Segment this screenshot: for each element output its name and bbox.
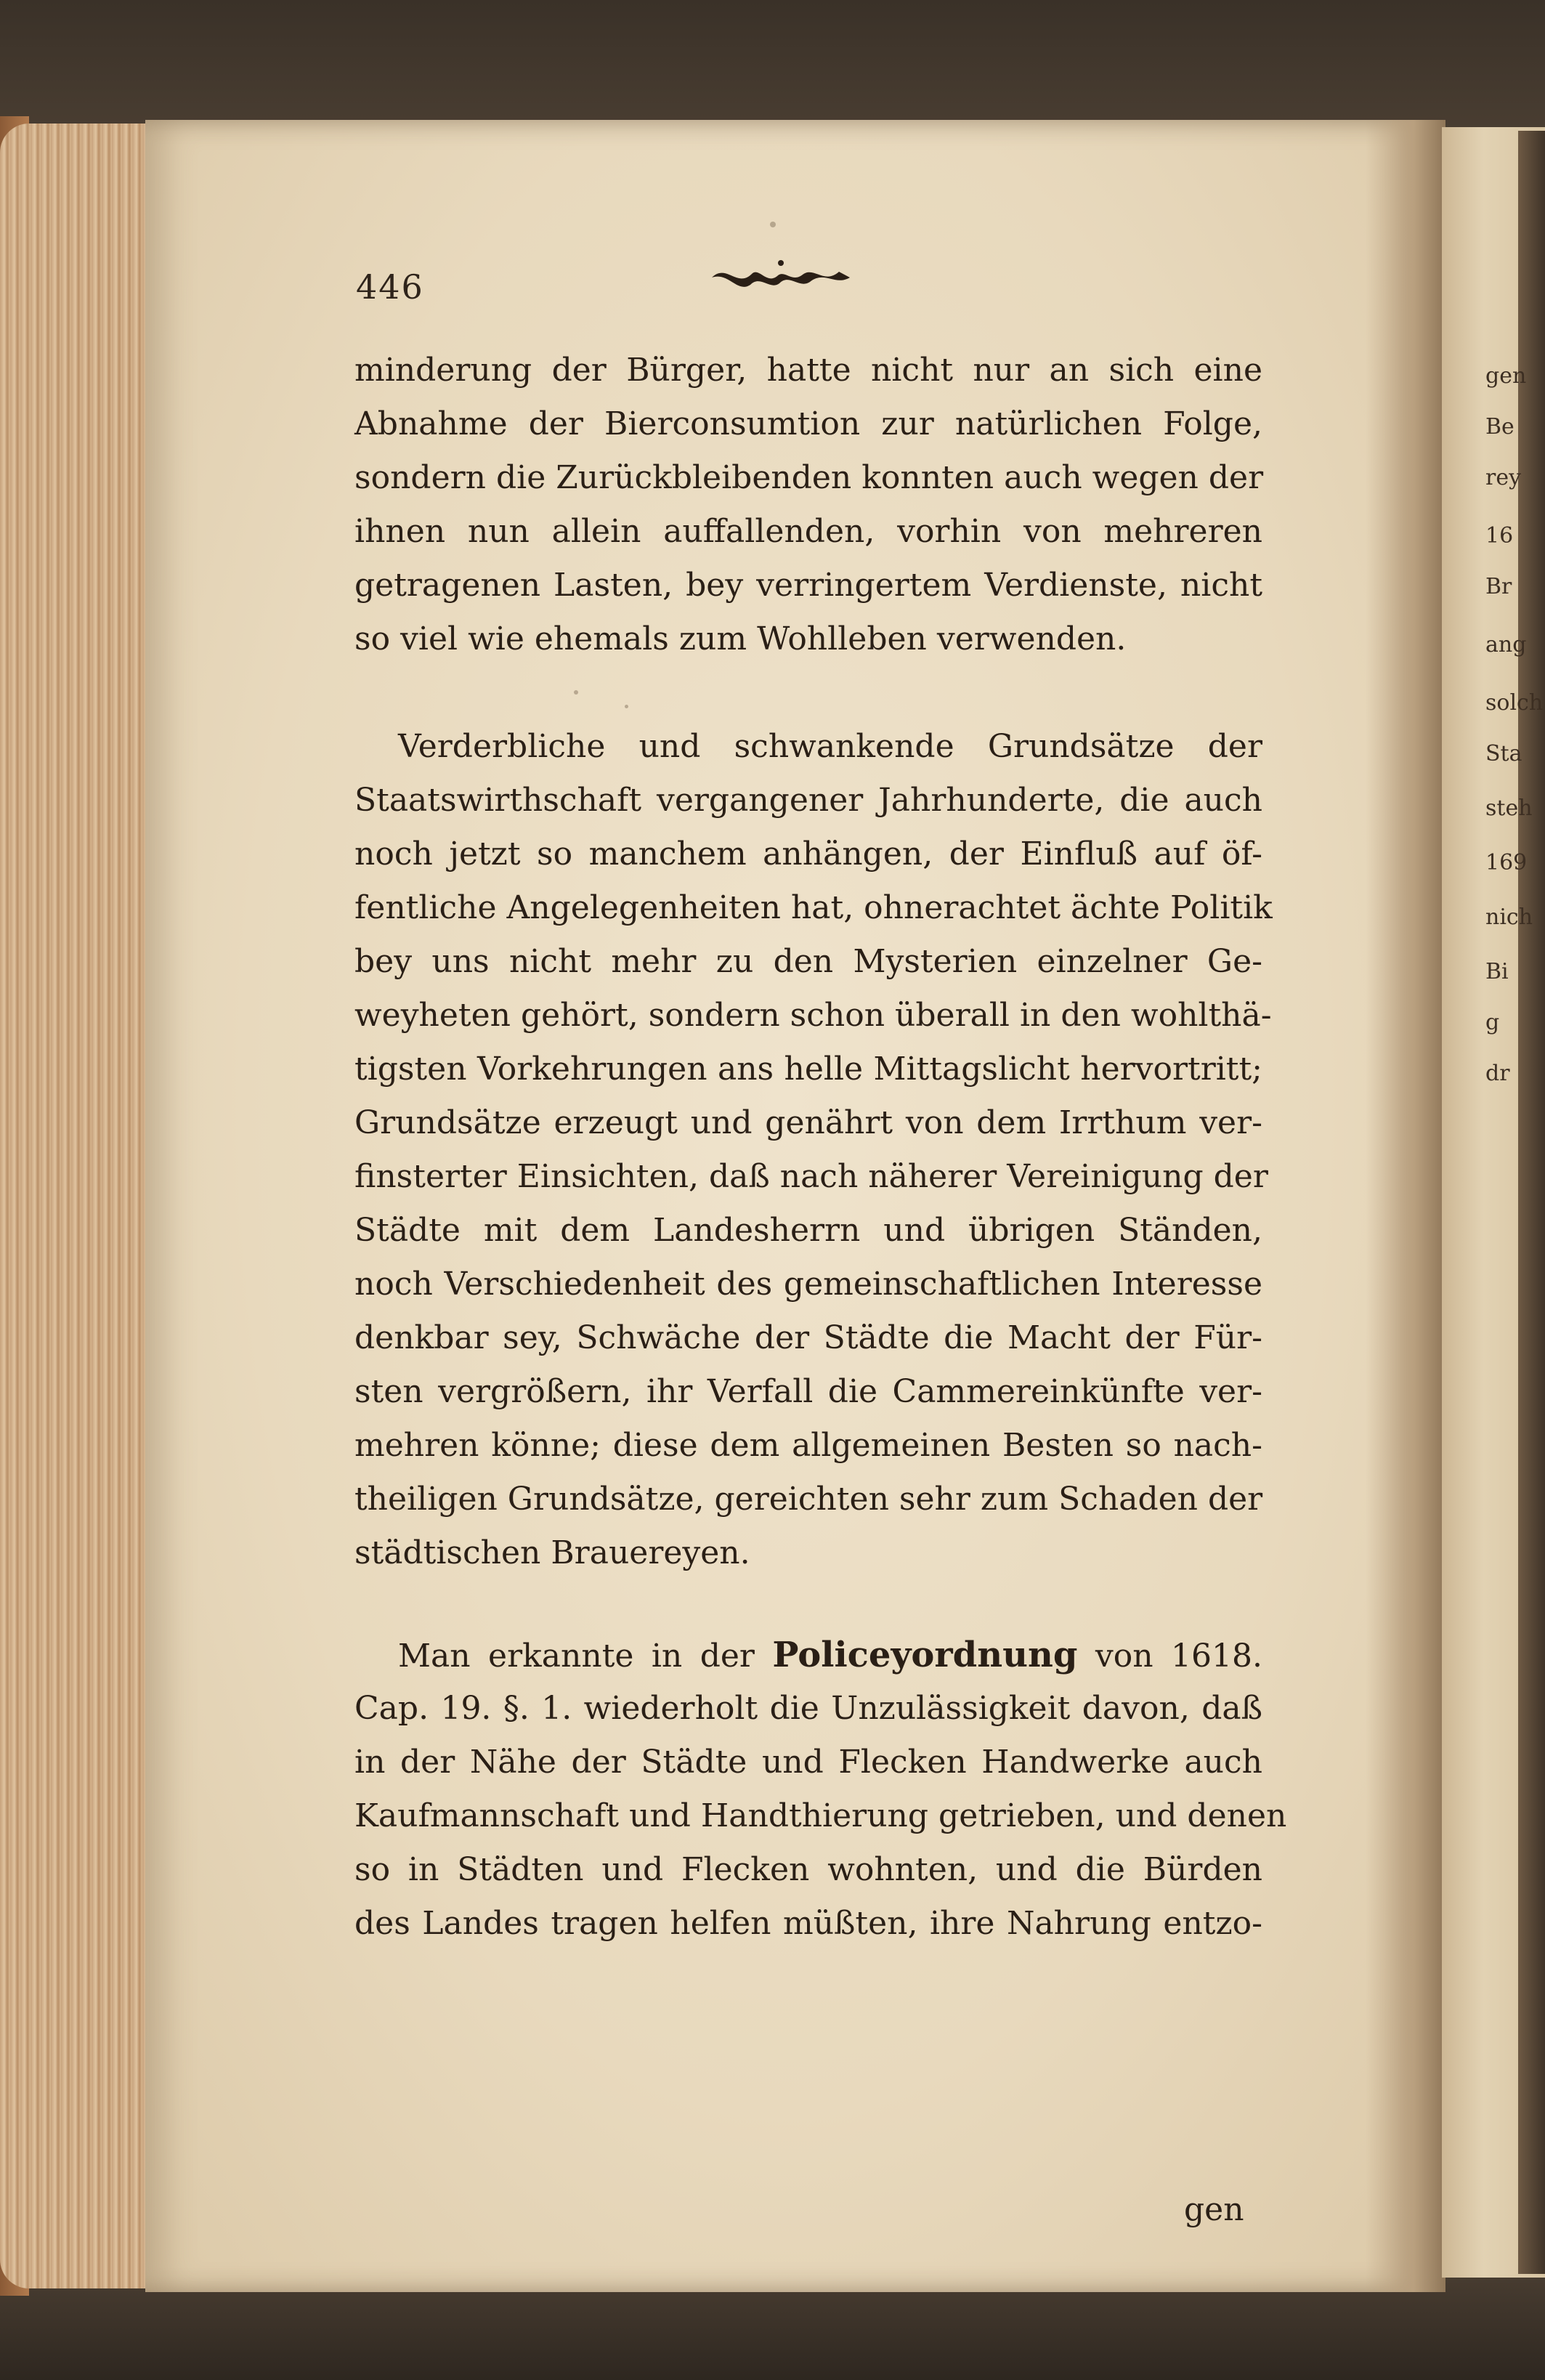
facing-page-fragment: Sta: [1485, 741, 1522, 766]
facing-page-fragment: dr: [1485, 1061, 1510, 1086]
text-line: minderung der Bürger, hatte nicht nur an sich eine: [354, 352, 1262, 389]
facing-page-fragment: solch: [1485, 690, 1544, 716]
decorative-vignette-icon: [708, 256, 853, 296]
facing-page-fragment: Be: [1485, 414, 1514, 440]
text-line: getragenen Lasten, bey verringertem Verdienste, nicht: [354, 567, 1262, 604]
text-line: städtischen Brauereyen.: [354, 1534, 750, 1571]
facing-page-fragment: gen: [1485, 363, 1527, 389]
text-line: Cap. 19. §. 1. wiederholt die Unzulässigkeit davon, daß: [354, 1690, 1262, 1727]
emphasized-title: Policeyordnung: [772, 1635, 1078, 1675]
left-page: [145, 120, 1424, 2292]
text-line: theiligen Grundsätze, gereichten sehr zum Schaden der: [354, 1481, 1263, 1518]
facing-page-fragment: nich: [1485, 904, 1533, 930]
text-line: noch jetzt so manchem anhängen, der Einfluß auf öf-: [354, 835, 1262, 873]
facing-page-fragment: 16: [1485, 523, 1514, 549]
page-stack-edge: [0, 124, 145, 2288]
text-line: des Landes tragen helfen müßten, ihre Nahrung entzo-: [354, 1905, 1262, 1942]
facing-page-fragment: steh: [1485, 796, 1533, 821]
text-line: sten vergrößern, ihr Verfall die Cammereinkünfte ver-: [354, 1373, 1262, 1410]
text-span: von 1618.: [1077, 1638, 1262, 1675]
text-line: fentliche Angelegenheiten hat, ohnerachtet ächte Politik: [354, 889, 1273, 926]
text-line: tigsten Vorkehrungen ans helle Mittagslicht hervortritt;: [354, 1051, 1262, 1088]
text-line: Abnahme der Bierconsumtion zur natürlichen Folge,: [354, 405, 1262, 442]
facing-page-fragment: Bi: [1485, 959, 1509, 984]
text-line: so in Städten und Flecken wohnten, und die Bürden: [354, 1851, 1262, 1888]
text-line: denkbar sey, Schwäche der Städte die Macht der Für-: [354, 1319, 1262, 1356]
text-line: Grundsätze erzeugt und genährt von dem Irrthum ver-: [354, 1104, 1262, 1141]
text-line: noch Verschiedenheit des gemeinschaftlichen Interesse: [354, 1266, 1262, 1303]
text-line: in der Nähe der Städte und Flecken Handwerke auch: [354, 1744, 1262, 1781]
text-line: finsterter Einsichten, daß nach näherer Vereinigung der: [354, 1158, 1268, 1195]
text-line: so viel wie ehemals zum Wohlleben verwenden.: [354, 620, 1127, 657]
text-line: sondern die Zurückbleibenden konnten auch wegen der: [354, 459, 1264, 496]
text-line: weyheten gehört, sondern schon überall in den wohlthä-: [354, 997, 1272, 1034]
text-line: [398, 1635, 1262, 1677]
facing-page-fragment: rey: [1485, 465, 1522, 490]
catchword: gen: [1184, 2191, 1244, 2228]
text-line: mehren könne; diese dem allgemeinen Besten so nach-: [354, 1427, 1262, 1464]
paper-speck: [770, 222, 776, 227]
paper-speck: [625, 705, 628, 708]
text-line: Städte mit dem Landesherrn und übrigen Ständen,: [354, 1212, 1262, 1249]
facing-page-fragment: Br: [1485, 574, 1512, 599]
text-line: Kaufmannschaft und Handthierung getrieben, und denen: [354, 1797, 1287, 1834]
facing-page-fragment: 169: [1485, 850, 1528, 875]
facing-page-fragment: ang: [1485, 632, 1527, 657]
text-line: Verderbliche und schwankende Grundsätze der: [398, 728, 1262, 765]
backdrop: [0, 0, 1545, 138]
paper-speck: [574, 690, 578, 695]
page-number: 446: [356, 267, 424, 307]
text-line: ihnen nun allein auffallenden, vorhin von mehreren: [354, 513, 1262, 550]
facing-page-fragment: g: [1485, 1010, 1500, 1035]
text-line: bey uns nicht mehr zu den Mysterien einzelner Ge-: [354, 943, 1262, 980]
facing-page-edge: [1518, 131, 1545, 2274]
text-line: Staatswirthschaft vergangener Jahrhunderte, die auch: [354, 782, 1262, 819]
book-gutter: [1366, 120, 1445, 2292]
text-span: Man erkannte in der: [398, 1638, 773, 1675]
